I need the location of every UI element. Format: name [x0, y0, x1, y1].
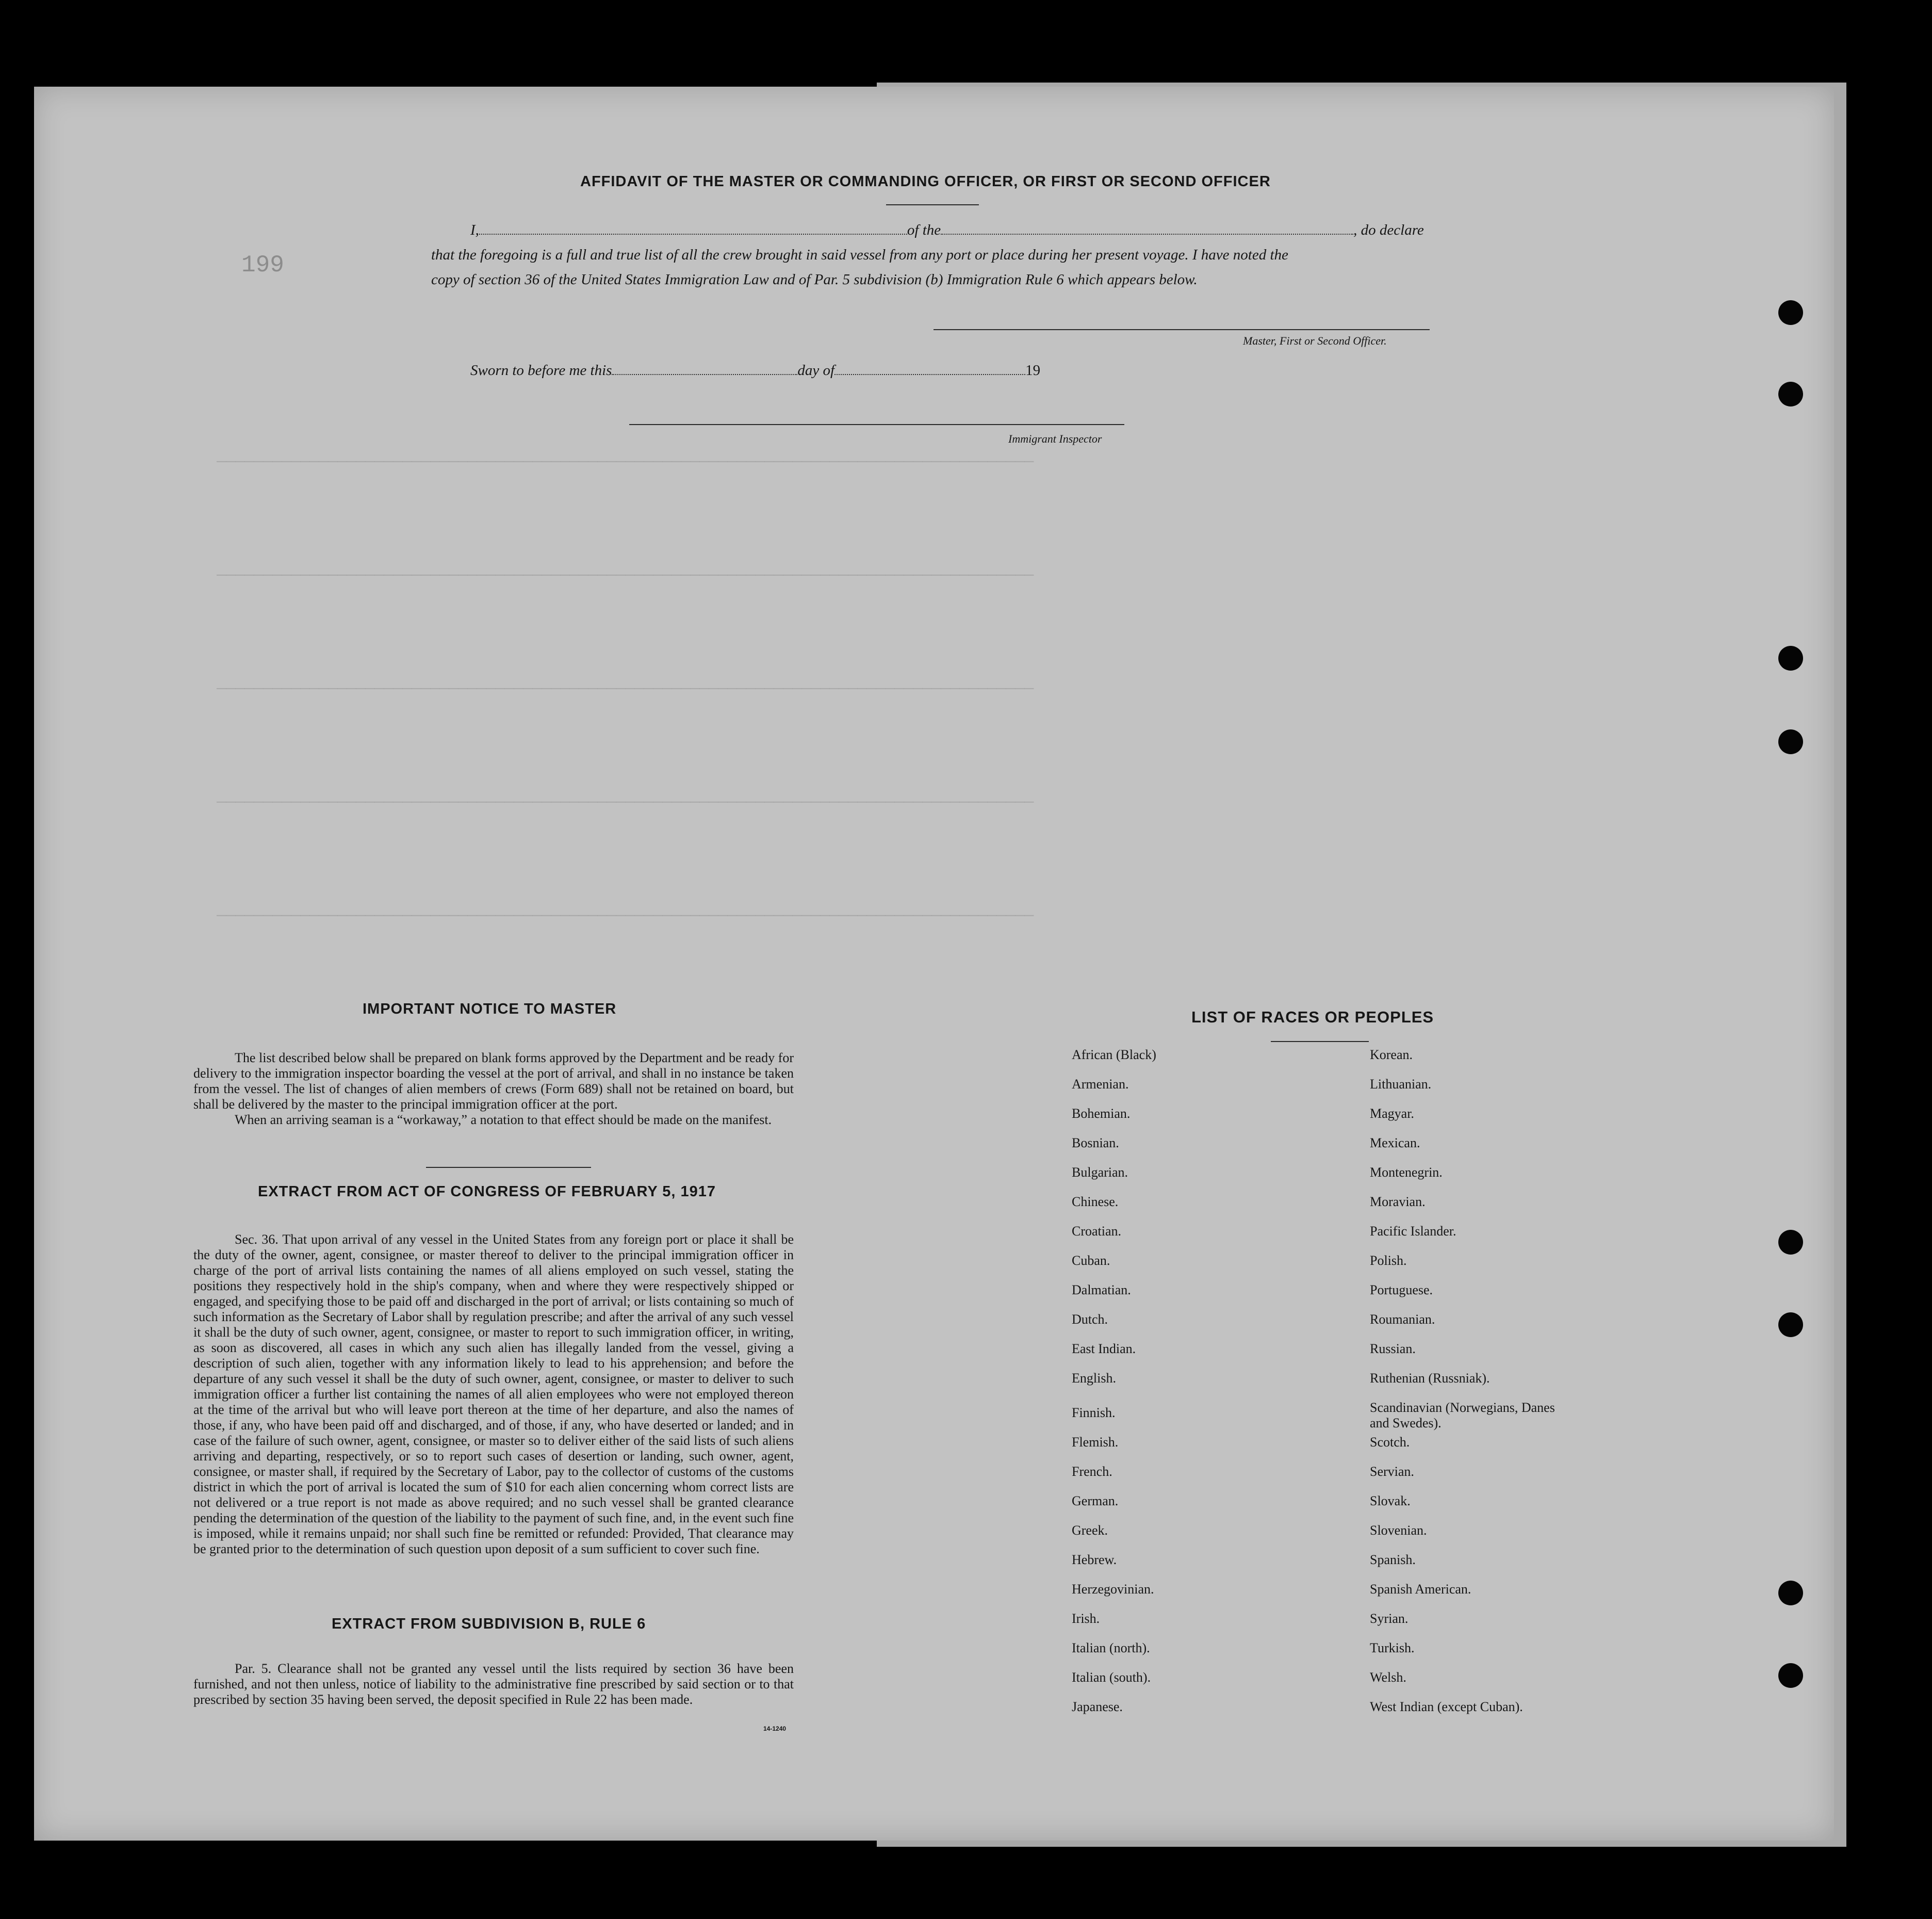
race-item: Welsh. — [1370, 1670, 1406, 1685]
races-title: LIST OF RACES OR PEOPLES — [1191, 1008, 1434, 1026]
race-item: East Indian. — [1072, 1341, 1136, 1356]
race-item: Ruthenian (Russniak). — [1370, 1371, 1490, 1386]
section-divider — [426, 1167, 591, 1168]
rule-6-text: Par. 5. Clearance shall not be granted any vessel until the lists required by section 36 have been furnished, and not then unless, notice of liability to the administrative fine prescribed by said section or to that prescribed by section 35 having been served, the deposit specified in Rule 22 has been made. — [193, 1661, 794, 1707]
master-signature-label: Master, First or Second Officer. — [1243, 334, 1387, 347]
race-item: Bohemian. — [1072, 1106, 1131, 1121]
race-item: English. — [1072, 1371, 1116, 1386]
affidavit-declare: , do declare — [1353, 222, 1424, 238]
race-item: Korean. — [1370, 1047, 1413, 1062]
race-item: Moravian. — [1370, 1194, 1426, 1209]
affidavit-line-2: that the foregoing is a full and true list of all the crew brought in said vessel from any port or place during her present voyage. I have noted the — [431, 247, 1288, 263]
race-item: Dalmatian. — [1072, 1282, 1131, 1297]
notice-body — [193, 1050, 794, 1128]
race-item: Croatian. — [1072, 1224, 1122, 1239]
race-item: Bosnian. — [1072, 1135, 1119, 1150]
bleed-through-text: ──────────────────────────────────────────────────────────────────────────────────────── — [217, 681, 1034, 698]
race-item: Spanish American. — [1370, 1582, 1471, 1597]
race-item: Dutch. — [1072, 1312, 1108, 1327]
race-item: Chinese. — [1072, 1194, 1119, 1209]
bleed-through-text: ──────────────────────────────────────────────────────────────────────────────────────── — [217, 908, 1034, 925]
form-code: 14-1240 — [763, 1725, 787, 1732]
binder-hole — [1778, 1230, 1803, 1255]
races-divider — [1271, 1041, 1369, 1042]
binder-hole — [1778, 646, 1803, 671]
race-item: Syrian. — [1370, 1611, 1409, 1626]
race-item: Slovenian. — [1370, 1523, 1427, 1538]
race-item: Montenegrin. — [1370, 1165, 1443, 1180]
bleed-through-text: ──────────────────────────────────────────────────────────────────────────────────────── — [217, 567, 1034, 585]
race-item: Mexican. — [1370, 1135, 1420, 1150]
race-item: Servian. — [1370, 1464, 1414, 1479]
sworn-year-prefix: 19 — [1025, 362, 1041, 379]
race-item: Italian (south). — [1072, 1670, 1151, 1685]
race-item: Russian. — [1370, 1341, 1416, 1356]
race-item: Flemish. — [1072, 1435, 1119, 1450]
race-item: Magyar. — [1370, 1106, 1414, 1121]
binder-hole — [1778, 1663, 1803, 1688]
notice-paragraph-2: When an arriving seaman is a “workaway,” a notation to that effect should be made on the manifest. — [235, 1112, 772, 1127]
binder-hole — [1778, 1581, 1803, 1605]
name-blank[interactable] — [479, 231, 907, 235]
race-item: Portuguese. — [1370, 1282, 1433, 1297]
binder-hole — [1778, 382, 1803, 406]
race-item: Bulgarian. — [1072, 1165, 1128, 1180]
page-number: 199 — [241, 252, 284, 279]
race-item: Japanese. — [1072, 1699, 1123, 1714]
affidavit-of-the: of the — [907, 222, 941, 238]
race-item: Polish. — [1370, 1253, 1407, 1268]
race-item: German. — [1072, 1493, 1119, 1508]
act-extract-body — [193, 1232, 794, 1557]
binder-hole — [1778, 1312, 1803, 1337]
bleed-through-text: ──────────────────────────────────────────────────────────────────────────────────────── — [217, 454, 1034, 471]
inspector-signature-line[interactable] — [629, 424, 1124, 425]
race-item: Italian (north). — [1072, 1640, 1150, 1655]
vessel-blank[interactable] — [941, 231, 1353, 235]
bleed-through-text: ──────────────────────────────────────────────────────────────────────────────────────── — [217, 794, 1034, 812]
race-item: Cuban. — [1072, 1253, 1110, 1268]
race-item: French. — [1072, 1464, 1112, 1479]
race-item: Pacific Islander. — [1370, 1224, 1456, 1239]
affidavit-i: I, — [470, 222, 479, 238]
races-right-column — [1370, 1047, 1556, 1729]
race-item: Roumanian. — [1370, 1312, 1435, 1327]
binder-hole — [1778, 300, 1803, 325]
sworn-day-of: day of — [797, 362, 835, 379]
race-item: African (Black) — [1072, 1047, 1156, 1062]
notice-title: IMPORTANT NOTICE TO MASTER — [363, 1001, 617, 1017]
race-item: Hebrew. — [1072, 1552, 1117, 1567]
inspector-label: Immigrant Inspector — [1008, 432, 1102, 445]
act-extract-title: EXTRACT FROM ACT OF CONGRESS OF FEBRUARY 5, 1917 — [258, 1183, 716, 1200]
race-item: Irish. — [1072, 1611, 1100, 1626]
master-signature-line[interactable] — [934, 329, 1430, 330]
race-item: Slovak. — [1370, 1493, 1411, 1508]
sworn-month-blank[interactable] — [834, 371, 1025, 375]
rule-extract-title: EXTRACT FROM SUBDIVISION B, RULE 6 — [332, 1616, 646, 1632]
race-item: Herzegovinian. — [1072, 1582, 1154, 1597]
race-item: Lithuanian. — [1370, 1077, 1432, 1092]
race-item: West Indian (except Cuban). — [1370, 1699, 1523, 1714]
races-left-column — [1072, 1047, 1156, 1729]
sworn-day-blank[interactable] — [612, 371, 797, 375]
race-item: Scotch. — [1370, 1435, 1410, 1450]
form-sheet — [34, 87, 1834, 1841]
race-item: Turkish. — [1370, 1640, 1415, 1655]
binder-hole — [1778, 729, 1803, 754]
section-36-text: Sec. 36. That upon arrival of any vessel in the United States from any foreign port or place it shall be the duty of the owner, agent, consignee, or master thereof to deliver to the principal immigration officer in charge of the port of arrival lists containing the names of all aliens employed on such vessel, stating the positions they respectively hold in the ship's company, when and where they were respectively shipped or engaged, and specifying those to be paid off and discharged in the port of arrival; or lists containing so much of such information as the Secretary of Labor shall by regulation prescribe; and after the arrival of any such vessel it shall be the duty of such owner, agent, consignee, or master to report to such immigration officer, in writing, as soon as discovered, all cases in which any such alien has illegally landed from the vessel, giving a description of such alien, together with any information likely to lead to his apprehension; and before the departure of any such vessel it shall be the duty of such owner, agent, consignee, or master to deliver to such immigration officer a further list containing the names of all alien employees who were not employed thereon at the time of the arrival but who will leave port thereon at the time of her departure, and also the names of those, if any, who have been paid off and discharged, and of those, if any, who have deserted or landed; and in case of the failure of such owner, agent, consignee, or master so to deliver either of the said lists of such aliens arriving and departing, respectively, or so to report such cases of desertion or landing, such owner, agent, consignee, or master shall, if required by the Secretary of Labor, pay to the collector of customs of the customs district in which the port of arrival is located the sum of $10 for each alien concerning whom correct lists are not delivered or a true report is not made as above required; and no such vessel shall be granted clearance pending the determination of the question of the liability to the payment of such fine, and, in the event such fine is imposed, while it remains unpaid; nor shall such fine be remitted or refunded: Provided, That clearance may be granted prior to the determination of such question upon deposit of a sum sufficient to cover such fine. — [193, 1232, 794, 1556]
race-item: Spanish. — [1370, 1552, 1416, 1567]
sworn-text: Sworn to before me this — [470, 362, 612, 379]
title-divider — [886, 204, 979, 205]
notice-paragraph-1: The list described below shall be prepared on blank forms approved by the Department and be ready for delivery to the immigration inspector boarding the vessel at the port of arrival, and shall in no instance be taken from the vessel. The list of changes of alien members of crews (Form 689) shall not be retained on board, but shall be delivered by the master to the principal immigration officer at the port. — [193, 1050, 794, 1112]
affidavit-title: AFFIDAVIT OF THE MASTER OR COMMANDING OFFICER, OR FIRST OR SECOND OFFICER — [580, 173, 1271, 190]
affidavit-line-1 — [470, 222, 1424, 239]
rule-extract-body — [193, 1661, 794, 1707]
sworn-line — [470, 362, 1040, 379]
race-item: Armenian. — [1072, 1077, 1129, 1092]
race-item: Finnish. — [1072, 1405, 1116, 1420]
affidavit-line-3: copy of section 36 of the United States Immigration Law and of Par. 5 subdivision (b) Immigration Rule 6 which appears below. — [431, 271, 1198, 288]
race-item: Greek. — [1072, 1523, 1108, 1538]
race-item: Scandinavian (Norwegians, Danes and Swedes). — [1370, 1400, 1555, 1430]
